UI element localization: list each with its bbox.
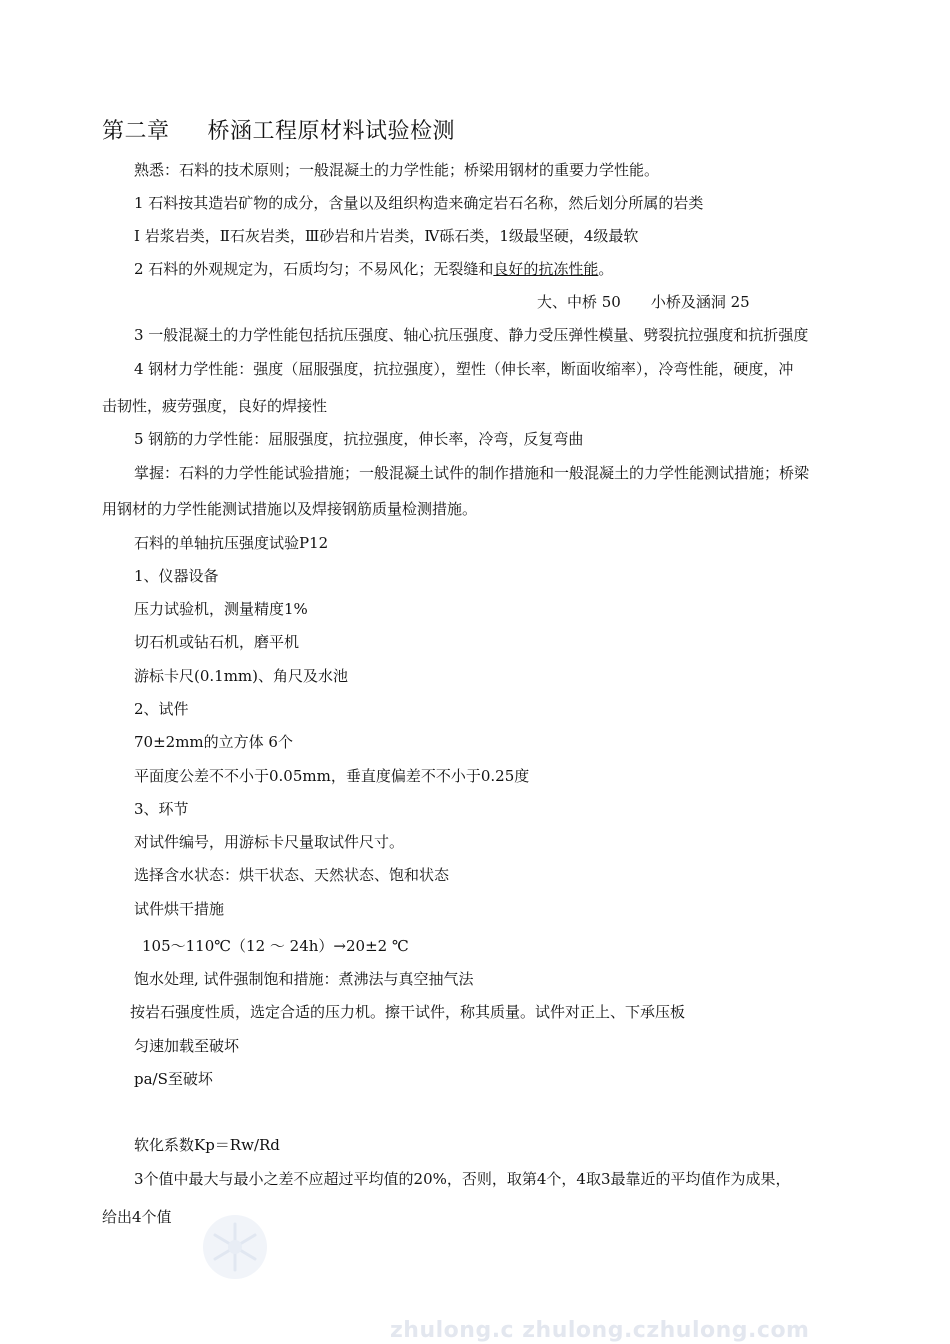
watermark-text: zhulong.c zhulong.czhulong.com — [390, 1318, 810, 1343]
step-drying-temperature: 105～110℃（12 ～ 24h）→20±2 ℃ — [142, 937, 409, 955]
step-loading-rate: pa/S至破坏 — [134, 1070, 213, 1088]
step-numbering: 对试件编号，用游标卡尺量取试件尺寸。 — [134, 833, 405, 851]
watermark-logo-icon — [200, 1212, 270, 1282]
heading-specimen: 2、试件 — [134, 700, 189, 718]
appearance-text: 2 石料的外观规定为，石质均匀；不易风化；无裂缝和 — [134, 260, 494, 278]
appearance-end: 。 — [598, 260, 614, 278]
heading-steps: 3、环节 — [134, 800, 189, 818]
paragraph-result-rule: 3个值中最大与最小之差不应超过平均值的20%，否则，取第4个，4取3最靠近的平均值作为成果， — [134, 1170, 791, 1188]
paragraph-master-cont: 用钢材的力学性能测试措施以及焊接钢筋质量检测措施。 — [102, 500, 478, 518]
item-tolerance: 平面度公差不不小于0.05mm，垂直度偏差不不小于0.25度 — [134, 767, 530, 785]
paragraph-result-rule-cont: 给出4个值 — [102, 1208, 172, 1226]
paragraph-steel-properties: 4 钢材力学性能：强度（屈服强度，抗拉强度），塑性（伸长率，断面收缩率），冷弯性能，硬度，冲 — [134, 360, 794, 378]
paragraph-familiarize: 熟悉：石料的技术原则；一般混凝土的力学性能；桥梁用钢材的重要力学性能。 — [134, 161, 660, 179]
item-cube-size: 70±2mm的立方体 6个 — [134, 733, 293, 751]
paragraph-steel-properties-cont: 击韧性，疲劳强度，良好的焊接性 — [102, 397, 328, 415]
step-moisture-state: 选择含水状态：烘干状态、天然状态、饱和状态 — [134, 866, 450, 884]
paragraph-rock-classes: Ⅰ 岩浆岩类，Ⅱ石灰岩类，Ⅲ砂岩和片岩类，Ⅳ砾石类，1级最坚硬，4级最软 — [134, 227, 639, 245]
step-uniform-loading: 匀速加载至破坏 — [134, 1037, 240, 1055]
item-caliper: 游标卡尺(0.1mm)、角尺及水池 — [134, 667, 349, 685]
chapter-name: 桥涵工程原材料试验检测 — [207, 119, 456, 144]
step-drying: 试件烘干措施 — [134, 900, 225, 918]
paragraph-stone-classification: 1 石料按其造岩矿物的成分，含量以及组织构造来确定岩石名称，然后划分所属的岩类 — [134, 194, 704, 212]
bridge-size-values: 大、中桥 50 小桥及涵洞 25 — [537, 293, 750, 311]
chapter-number: 第二章 — [102, 119, 170, 144]
item-press-machine: 压力试验机，测量精度1% — [134, 600, 308, 618]
heading-equipment: 1、仪器设备 — [134, 567, 219, 585]
step-saturation: 饱水处理, 试件强制饱和措施：煮沸法与真空抽气法 — [134, 970, 474, 988]
softening-coefficient: 软化系数Kp＝Rw/Rd — [134, 1136, 280, 1154]
item-cutting-machine: 切石机或钻石机，磨平机 — [134, 633, 300, 651]
chapter-title — [102, 118, 455, 146]
paragraph-rebar-properties: 5 钢筋的力学性能：屈服强度，抗拉强度，伸长率，冷弯，反复弯曲 — [134, 430, 584, 448]
step-press-selection: 按岩石强度性质，选定合适的压力机。擦干试件，称其质量。试件对正上、下承压板 — [130, 1003, 686, 1021]
paragraph-master: 掌握：石料的力学性能试验措施；一般混凝土试件的制作措施和一般混凝土的力学性能测试措施；桥梁 — [134, 464, 810, 482]
frost-resistance-text: 良好的抗冻性能 — [493, 260, 599, 278]
heading-compression-test: 石料的单轴抗压强度试验P12 — [134, 534, 329, 552]
paragraph-stone-appearance — [134, 259, 613, 279]
paragraph-concrete-properties: 3 一般混凝土的力学性能包括抗压强度、轴心抗压强度、静力受压弹性模量、劈裂抗拉强度和抗折强度 — [134, 326, 809, 344]
